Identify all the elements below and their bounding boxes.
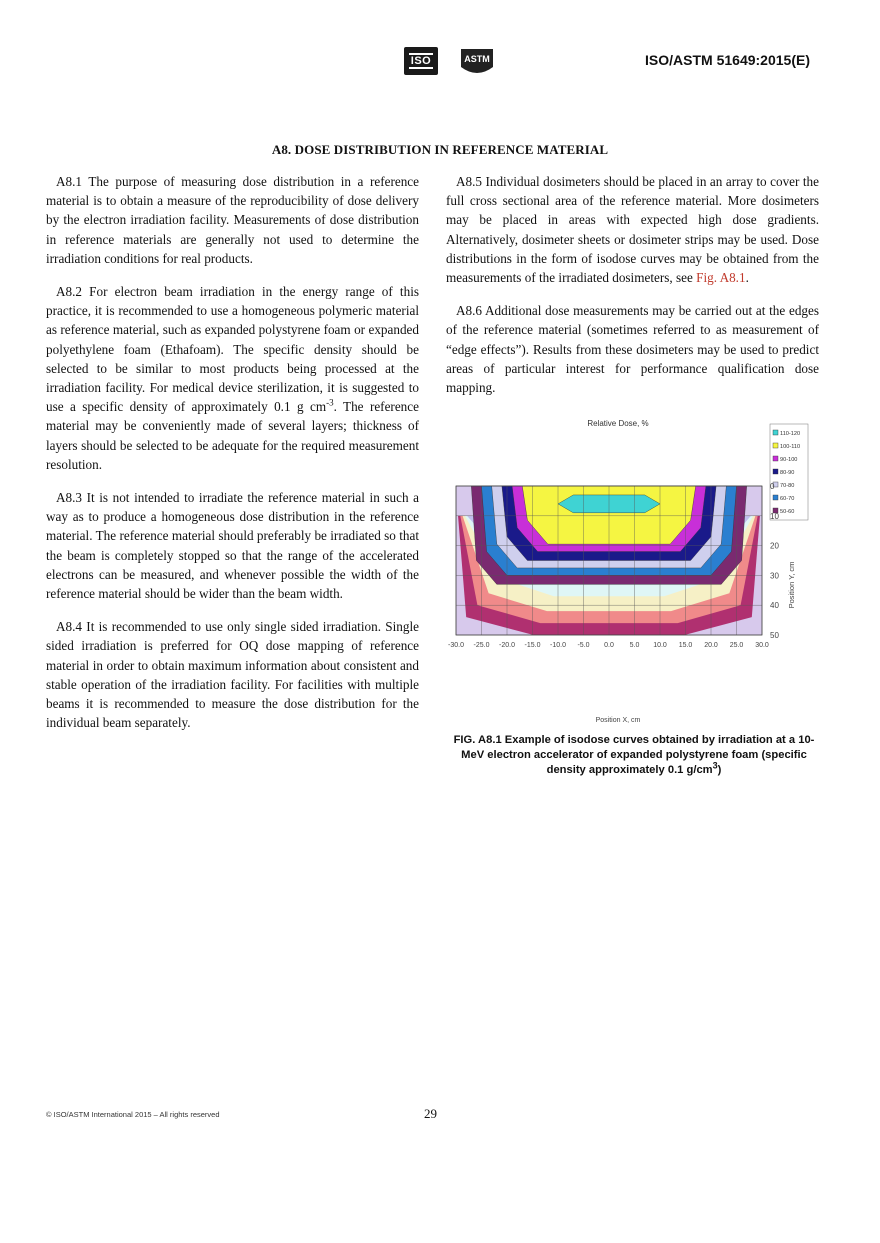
legend-label: 90-100 [780, 457, 798, 463]
x-tick-label: -30.0 [448, 642, 464, 649]
paragraph-a8-5-end: . [745, 270, 749, 286]
paragraph-a8-2-text-2: . The reference material may be conveniently made of several layers; thickness of layers should be selected to be adequate for the required measurement resolution. [46, 399, 419, 472]
iso-logo-text: ISO [410, 55, 432, 67]
legend-swatch [773, 456, 778, 461]
exponent: -3 [326, 397, 334, 408]
x-tick-label: -5.0 [577, 642, 590, 649]
legend-label: 100-110 [780, 444, 801, 450]
x-tick-label: 20.0 [704, 642, 718, 649]
page-number: 29 [424, 1106, 437, 1121]
legend-swatch [773, 443, 778, 448]
section-title: A8. DOSE DISTRIBUTION IN REFERENCE MATERIAL [271, 142, 609, 157]
legend-label: 70-80 [780, 483, 795, 489]
legend-label: 110-120 [780, 431, 801, 437]
figure-link[interactable]: Fig. A8.1 [696, 270, 746, 286]
paragraph-a8-3: A8.3 It is not intended to irradiate the reference material in such a way as to produce a homogeneous dose distribution in the reference material. The reference material should preferably be irradiated so that the beam is completely stopped so that the range of the accelerated electrons can be measured, and whenever possible the width of the reference material should be wider than the beam width. [46, 490, 419, 602]
legend-label: 60-70 [780, 496, 795, 502]
x-tick-label: -20.0 [499, 642, 515, 649]
paragraph-a8-1: A8.1 The purpose of measuring dose distribution in a reference material is to obtain a measure of the reproducibility of dose delivery by the electron irradiation facility. Measurements of dose distribution in reference materials are generally not used to determine the irradiation conditions for real products. [46, 174, 419, 266]
x-tick-label: 15.0 [678, 642, 693, 649]
astm-logo [457, 45, 497, 77]
y-tick-label: 30 [770, 571, 779, 581]
figure-caption [446, 733, 822, 778]
x-axis-label: Position X, cm [595, 717, 641, 724]
figure-caption-end: ) [717, 764, 722, 776]
legend-swatch [773, 495, 778, 500]
chart-title: Relative Dose, % [587, 419, 649, 428]
x-tick-label: -15.0 [524, 642, 541, 649]
document-id: ISO/ASTM 51649:2015(E) [645, 52, 810, 68]
y-tick-label: 10 [770, 511, 779, 521]
x-tick-label: -25.0 [473, 642, 490, 649]
y-tick-label: 0 [770, 482, 775, 491]
iso-logo [404, 47, 438, 75]
paragraph-a8-5-text: A8.5 Individual dosimeters should be placed in an array to cover the full cross sectional area of the reference material. More dosimeters may be placed in areas with expected high dose gradients. Alternatively, dosimeter sheets or dosimeter strips may be used. Dose distributions in the form of isodose curves may be obtained from the measurements of the irradiated dosimeters, see [446, 174, 819, 286]
copyright-footer: © ISO/ASTM International 2015 – All rights reserved [46, 1110, 220, 1119]
x-tick-label: 0.0 [604, 642, 614, 649]
paragraph-a8-2 [46, 282, 419, 474]
paragraph-a8-2-text-1: A8.2 For electron beam irradiation in the energy range of this practice, it is recommended to use a homogeneous polymeric material as reference material, such as expanded polystyrene foam or expanded polyethylene foam (Ethafoam). The specific density should be selected to be similar to most products being processed at the irradiation facility. For medical device sterilization, it is suggested to use a specific density of approximately 0.1 g cm [46, 284, 419, 415]
legend-swatch [773, 430, 778, 435]
y-tick-label: 40 [770, 601, 779, 611]
paragraph-a8-5 [446, 172, 819, 287]
right-column [446, 172, 819, 411]
left-column [46, 172, 419, 746]
paragraph-a8-6: A8.6 Additional dose measurements may be carried out at the edges of the reference material (sometimes referred to as measurement of “edge effects”). Results from these dosimeters may be used to predict areas of particular interest for performance qualification dose mapping. [446, 303, 819, 396]
paragraph-a8-4: A8.4 It is recommended to use only single sided irradiation. Single sided irradiation is preferred for OQ dose mapping of reference material in order to obtain maximum information about consistent and stable operation of the irradiation facility. For facilities with multiple beams it is recommended to measure the dose distribution for the individual beam separately. [46, 619, 419, 731]
caption-exponent: 3 [712, 760, 718, 771]
astm-logo-text: ASTM [464, 54, 490, 64]
isodose-chart-svg [440, 410, 825, 730]
legend-swatch [773, 469, 778, 474]
x-tick-label: 25.0 [729, 642, 744, 649]
legend-label: 80-90 [780, 470, 795, 476]
x-tick-label: 10.0 [653, 642, 667, 649]
legend-label: 50-60 [780, 509, 795, 515]
y-tick-label: 20 [770, 541, 779, 551]
y-axis-label: Position Y, cm [787, 561, 796, 609]
y-tick-label: 50 [770, 631, 779, 640]
x-tick-label: 5.0 [629, 642, 640, 649]
x-tick-label: -10.0 [550, 642, 566, 649]
isodose-chart [440, 410, 825, 730]
figure-caption-text: FIG. A8.1 Example of isodose curves obtained by irradiation at a 10-MeV electron accelerator of expanded polystyrene foam (specific density approximately 0.1 g/cm [453, 734, 815, 776]
x-tick-label: 30.0 [755, 642, 769, 649]
